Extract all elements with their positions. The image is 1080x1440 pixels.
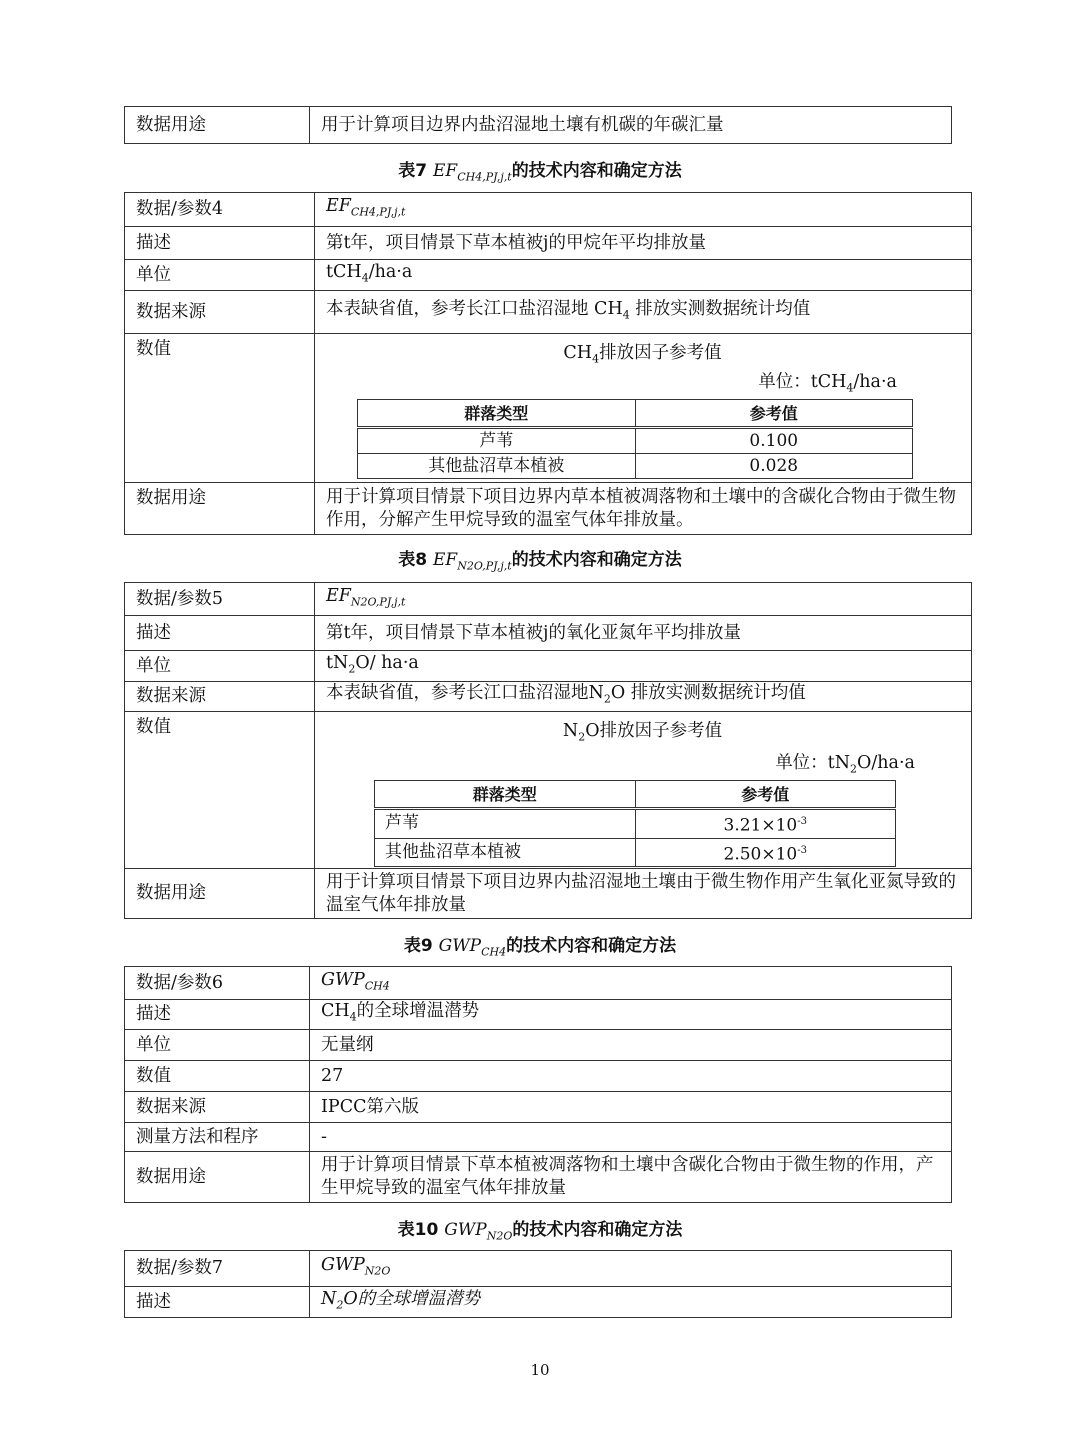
table-row <box>125 1092 952 1123</box>
reference-cell <box>315 334 972 483</box>
row-label: 数据/参数6 <box>125 967 310 1000</box>
row-value: $N_2O$的全球增温潜势 <box>310 1287 952 1318</box>
row-label: 单位 <box>125 1030 310 1061</box>
column-header: 群落类型 <box>358 400 636 428</box>
row-label: 数据来源 <box>125 291 315 334</box>
parameter-symbol: $EF_{CH4,PJ,j,t}$ <box>315 193 972 227</box>
table-row <box>125 869 972 919</box>
reference-table-unit: 单位：tCH$_4$/ha·a <box>758 371 897 394</box>
table-8 <box>124 582 972 919</box>
row-value: 用于计算项目情景下项目边界内盐沼湿地土壤由于微生物作用产生氧化亚氮导致的温室气体年排放量 <box>315 869 972 919</box>
row-value: $CH_4$的全球增温潜势 <box>310 1000 952 1030</box>
row-label: 单位 <box>125 651 315 682</box>
table-row <box>125 583 972 616</box>
row-value: 本表缺省值，参考长江口盐沼湿地$N_2O$ 排放实测数据统计均值 <box>315 682 972 712</box>
row-label: 数据用途 <box>125 107 310 144</box>
row-label: 数据用途 <box>125 483 315 535</box>
page-number: 10 <box>530 1361 550 1379</box>
table-9-caption: 表9 $GWP_{CH4}$的技术内容和确定方法 <box>403 936 677 959</box>
table-row <box>125 1251 952 1287</box>
table-row <box>125 967 952 1000</box>
row-label: 描述 <box>125 1287 310 1318</box>
row-value: 第t年，项目情景下草本植被j的氧化亚氮年平均排放量 <box>315 616 972 651</box>
row-value: 用于计算项目情景下草本植被凋落物和土壤中含碳化合物由于微生物的作用，产生甲烷导致的温室气体年排放量 <box>310 1152 952 1203</box>
row-value: 27 <box>310 1061 952 1092</box>
parameter-symbol: $EF_{N2O,PJ,j,t}$ <box>315 583 972 616</box>
row-label: 描述 <box>125 227 315 260</box>
reference-table <box>374 780 896 867</box>
table-row <box>125 260 972 291</box>
table-row <box>125 1061 952 1092</box>
reference-table-unit: 单位：$tN_2O/ha\cdot a$ <box>775 752 915 775</box>
table-10-caption: 表10 $GWP_{N2O}$的技术内容和确定方法 <box>397 1220 683 1243</box>
table-row <box>125 107 952 144</box>
row-label: 描述 <box>125 616 315 651</box>
row-label: 数据来源 <box>125 682 315 712</box>
table-row <box>125 334 972 483</box>
reference-table-title: $CH_4$排放因子参考值 <box>563 343 722 366</box>
row-label: 数据用途 <box>125 1152 310 1203</box>
table-row <box>125 1000 952 1030</box>
table-row <box>125 1030 952 1061</box>
row-value: - <box>310 1123 952 1152</box>
table-row: 其他盐沼草本植被 $2.50\times 10^{-3}$ <box>375 838 896 867</box>
table-row <box>125 227 972 260</box>
table-10 <box>124 1250 952 1318</box>
row-value: tCH$_4$/ha·a <box>315 260 972 291</box>
table-row <box>125 1287 952 1318</box>
row-label: 描述 <box>125 1000 310 1030</box>
row-label: 测量方法和程序 <box>125 1123 310 1152</box>
parameter-symbol: $GWP_{CH4}$ <box>310 967 952 1000</box>
table-row: 芦苇 $3.21\times 10^{-3}$ <box>375 809 896 839</box>
table-row <box>125 616 972 651</box>
row-value: 无量纲 <box>310 1030 952 1061</box>
row-value: 本表缺省值，参考长江口盐沼湿地 $CH_4$ 排放实测数据统计均值 <box>315 291 972 334</box>
row-label: 数值 <box>125 334 315 483</box>
row-label: 单位 <box>125 260 315 291</box>
reference-table <box>357 399 913 479</box>
table-row <box>125 291 972 334</box>
table-6-tail <box>124 106 952 144</box>
table-9 <box>124 966 952 1203</box>
row-label: 数据来源 <box>125 1092 310 1123</box>
row-value: 用于计算项目情景下项目边界内草本植被凋落物和土壤中的含碳化合物由于微生物作用，分解产生甲烷导致的温室气体年排放量。 <box>315 483 972 535</box>
table-row <box>125 1123 952 1152</box>
table-row: 其他盐沼草本植被 0.028 <box>358 454 913 479</box>
row-label: 数据/参数5 <box>125 583 315 616</box>
table-7-caption: 表7 $EF_{CH4,PJ,j,t}$的技术内容和确定方法 <box>398 161 682 184</box>
row-value: IPCC第六版 <box>310 1092 952 1123</box>
reference-table-title: $N_2O$排放因子参考值 <box>562 721 723 744</box>
column-header: 参考值 <box>635 781 896 809</box>
table-row: 芦苇 0.100 <box>358 428 913 454</box>
row-value: 用于计算项目边界内盐沼湿地土壤有机碳的年碳汇量 <box>310 107 952 144</box>
row-label: 数据/参数7 <box>125 1251 310 1287</box>
row-label: 数据/参数4 <box>125 193 315 227</box>
table-row <box>125 651 972 682</box>
table-row <box>125 682 972 712</box>
table-row <box>125 483 972 535</box>
parameter-symbol: $GWP_{N2O}$ <box>310 1251 952 1287</box>
reference-cell <box>315 712 972 869</box>
table-7 <box>124 192 972 535</box>
table-row <box>125 1152 952 1203</box>
table-row <box>125 193 972 227</box>
row-label: 数值 <box>125 712 315 869</box>
column-header: 参考值 <box>635 400 913 428</box>
table-row <box>125 712 972 869</box>
row-label: 数据用途 <box>125 869 315 919</box>
table-8-caption: 表8 $EF_{N2O,PJ,j,t}$的技术内容和确定方法 <box>398 550 682 573</box>
column-header: 群落类型 <box>375 781 636 809</box>
row-value: $tN_2O/$ ha·a <box>315 651 972 682</box>
row-value: 第t年，项目情景下草本植被j的甲烷年平均排放量 <box>315 227 972 260</box>
row-label: 数值 <box>125 1061 310 1092</box>
